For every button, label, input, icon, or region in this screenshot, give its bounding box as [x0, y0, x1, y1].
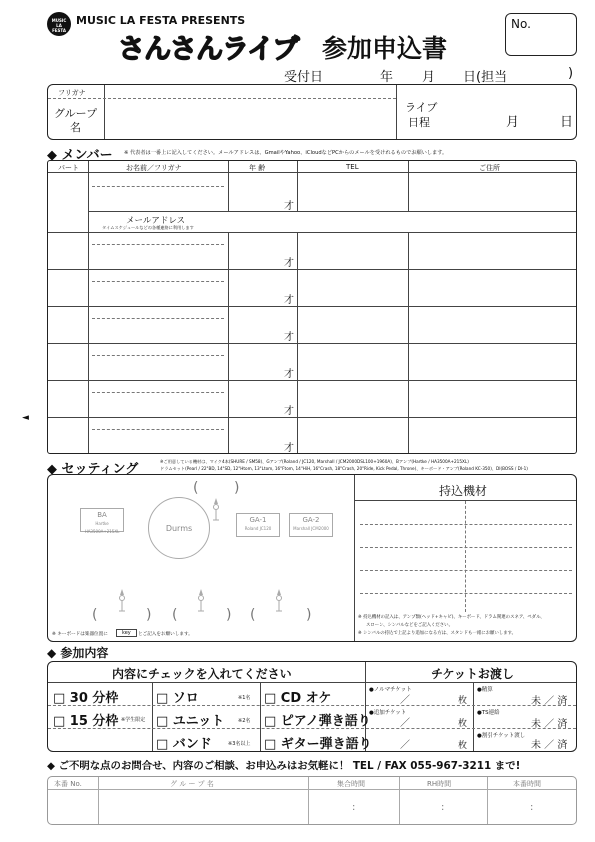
drums-circle	[148, 497, 210, 559]
option-15min-note: ※学生限定	[121, 717, 146, 723]
discount-label: ●割引チケット渡し	[477, 733, 526, 739]
age-unit: 才	[284, 295, 294, 306]
position-slot-close: )	[234, 480, 240, 496]
received-day: 日	[463, 70, 477, 85]
group-name-input[interactable]	[106, 100, 394, 138]
bass-amp-model: Hartke HA3500A+215XL	[84, 521, 120, 534]
check-heading: 内容にチェックを入れてください	[112, 667, 292, 681]
email-label: メールアドレス	[126, 216, 186, 226]
footer-col-group: グ ル ー プ 名	[170, 780, 214, 788]
mic-stand-icon	[274, 587, 284, 613]
position-slot-close: )	[306, 607, 312, 623]
quota-ticket-unit: 枚	[458, 696, 468, 706]
live-date-month: 月	[506, 115, 520, 130]
ticket-heading: チケットお渡し	[431, 667, 514, 681]
guitar-amp-2-label: GA-2	[302, 516, 320, 524]
title-kana: さんさんライブ	[118, 34, 299, 65]
show-time-colon: :	[530, 802, 534, 813]
footer-col-rh: RH時間	[427, 780, 452, 788]
guitar-amp-1-model: Roland JC120	[244, 526, 272, 531]
mic-stand-icon	[196, 587, 206, 613]
age-unit: 才	[284, 201, 294, 212]
staff-close: )	[568, 66, 574, 81]
position-slot-open: (	[250, 607, 256, 623]
option-unit-note: ※2名	[238, 718, 251, 724]
bass-amp-label: BA	[97, 511, 107, 519]
option-band[interactable]: □ バンド	[156, 737, 212, 752]
footer-col-no: 本番 No.	[54, 780, 82, 788]
age-unit: 才	[284, 258, 294, 269]
equipment-title: 持込機材	[439, 484, 488, 498]
staff-table	[47, 776, 577, 825]
setting-note-1: ※ご用意している機材は、マイク4本(SHURE / SM58)、Gアンプ(Roland / JC120, Marshall / JCM2000DSL100+1960A)、Bアンプ(Hartke / HA3500A+215XL)	[160, 459, 469, 464]
logo-text: MUSIC LA FESTA	[51, 18, 67, 33]
rh-time-colon: :	[441, 802, 445, 813]
bass-amp	[80, 508, 124, 532]
extra-ticket-label: ●追加チケット	[369, 710, 407, 716]
discount-status[interactable]: 未 ／ 済	[531, 740, 568, 751]
col-address: ご住所	[479, 164, 500, 172]
ticket-total-slash: ／	[400, 740, 410, 751]
group-name-label-2: 名	[70, 121, 81, 134]
equipment-note-3: ※ シンバルの持込で上記より追加になる方は、スタンドも一緒にお願いします。	[358, 631, 516, 636]
age-unit: 才	[284, 406, 294, 417]
guitar-amp-2	[289, 513, 333, 537]
received-label: 受付日	[284, 70, 324, 85]
option-solo-note: ※1名	[238, 695, 251, 701]
keyboard-note-2: とご記入をお願いします。	[138, 632, 193, 637]
email-note: タイムスケジュールなどの各種連絡に利用します	[102, 225, 194, 230]
members-section-title: ◆ メンバー	[47, 148, 113, 163]
group-name-label-1: グループ	[54, 107, 98, 120]
drums-label: Durms	[165, 524, 193, 533]
position-slot-close: )	[226, 607, 232, 623]
col-age: 年 齢	[249, 164, 266, 172]
received-year: 年	[380, 70, 394, 85]
option-30min[interactable]: □ 30 分枠	[53, 691, 119, 706]
quota-ticket-slash: ／	[400, 695, 410, 706]
option-band-note: ※3名以上	[228, 741, 251, 747]
position-slot-open: (	[172, 607, 178, 623]
presents-line: MUSIC LA FESTA PRESENTS	[76, 14, 246, 27]
ticket-total-unit: 枚	[458, 741, 468, 751]
staff-open: (担当	[476, 70, 508, 85]
title-kanji: 参加申込書	[322, 34, 448, 63]
received-month: 月	[422, 70, 436, 85]
furigana-input[interactable]	[106, 86, 394, 97]
position-slot-open: (	[92, 607, 98, 623]
option-cd-karaoke[interactable]: □ CD オケ	[264, 691, 332, 706]
participation-section-title: ◆ 参加内容	[47, 646, 109, 660]
footer-col-gather: 集合時間	[337, 780, 365, 788]
contact-line: ◆ ご不明な点のお問合せ、内容のご相談、お申込みはお気軽に！ TEL / FAX 055-967-3211 まで!	[47, 760, 521, 772]
equipment-input[interactable]	[356, 502, 575, 612]
guitar-amp-1	[236, 513, 280, 537]
gather-time-colon: :	[352, 802, 356, 813]
members-note: ※ 代表者は一番上に記入してください。メールアドレスは、GmailやYahoo、iCloudなどPCからのメールを受けれるものでお願いします。	[124, 150, 448, 156]
col-part: パート	[58, 164, 79, 172]
mic-stand-icon	[117, 587, 127, 613]
guitar-amp-2-model: Marshall JCM2000	[293, 526, 329, 531]
number-label: No.	[511, 17, 531, 31]
keyboard-note-1: ※ キーボードは楽器位置に	[52, 632, 108, 637]
email-input[interactable]	[229, 213, 575, 231]
option-piano[interactable]: □ ピアノ弾き語り	[264, 714, 371, 729]
ts-contact-status[interactable]: 未 ／ 済	[531, 719, 568, 730]
col-tel: TEL	[346, 163, 359, 171]
extra-ticket-unit: 枚	[458, 719, 468, 729]
option-guitar[interactable]: □ ギター弾き語り	[264, 737, 372, 752]
settle-label: ●精算	[477, 687, 493, 693]
number-box[interactable]	[505, 13, 577, 56]
furigana-label: フリガナ	[58, 89, 86, 97]
equipment-note-2: スローン、シンバルなどをご記入ください。	[366, 623, 453, 628]
live-date-label-2: 日程	[408, 116, 430, 129]
position-slot-close: )	[146, 607, 152, 623]
keyboard-key-box: key	[116, 629, 137, 637]
side-arrow: ◄	[22, 413, 29, 423]
setting-note-2: ドラムセット(Pearl / 22"BD, 14"SD, 12"Htom, 13"Ltom, 16"Ftom, 14"HiH, 16"Crash, 18"Crash, 20"Ride, Kick Pedal, Throne)、キーボード・アンプ(Roland KC-350)、DI(BOSS / DI-1)	[160, 466, 528, 471]
live-date-label-1: ライブ	[405, 101, 438, 114]
members-table	[47, 160, 577, 454]
logo-badge	[47, 12, 71, 36]
equipment-note-1: ※ 持込機材の記入は、アンプ類(ヘッド+キャビ)、キーボード、ドラム関連のスネア、ペダル、	[358, 615, 545, 620]
extra-ticket-slash: ／	[400, 718, 410, 729]
guitar-amp-1-label: GA-1	[249, 516, 267, 524]
position-slot-open: (	[193, 480, 199, 496]
option-solo[interactable]: □ ソロ	[156, 691, 199, 706]
mic-stand-icon	[211, 496, 221, 522]
footer-col-show: 本番時間	[513, 780, 541, 788]
age-unit: 才	[284, 332, 294, 343]
quota-ticket-label: ●ノルマチケット	[369, 687, 412, 693]
col-name: お名前／フリガナ	[126, 164, 182, 172]
age-unit: 才	[284, 369, 294, 380]
option-15min[interactable]: □ 15 分枠	[53, 714, 119, 729]
age-unit: 才	[284, 443, 294, 454]
settle-status[interactable]: 未 ／ 済	[531, 696, 568, 707]
ts-contact-label: ●TS連絡	[477, 710, 500, 716]
option-unit[interactable]: □ ユニット	[156, 714, 225, 729]
live-date-day: 日	[560, 115, 574, 130]
setting-section-title: ◆ セッティング	[47, 462, 139, 477]
